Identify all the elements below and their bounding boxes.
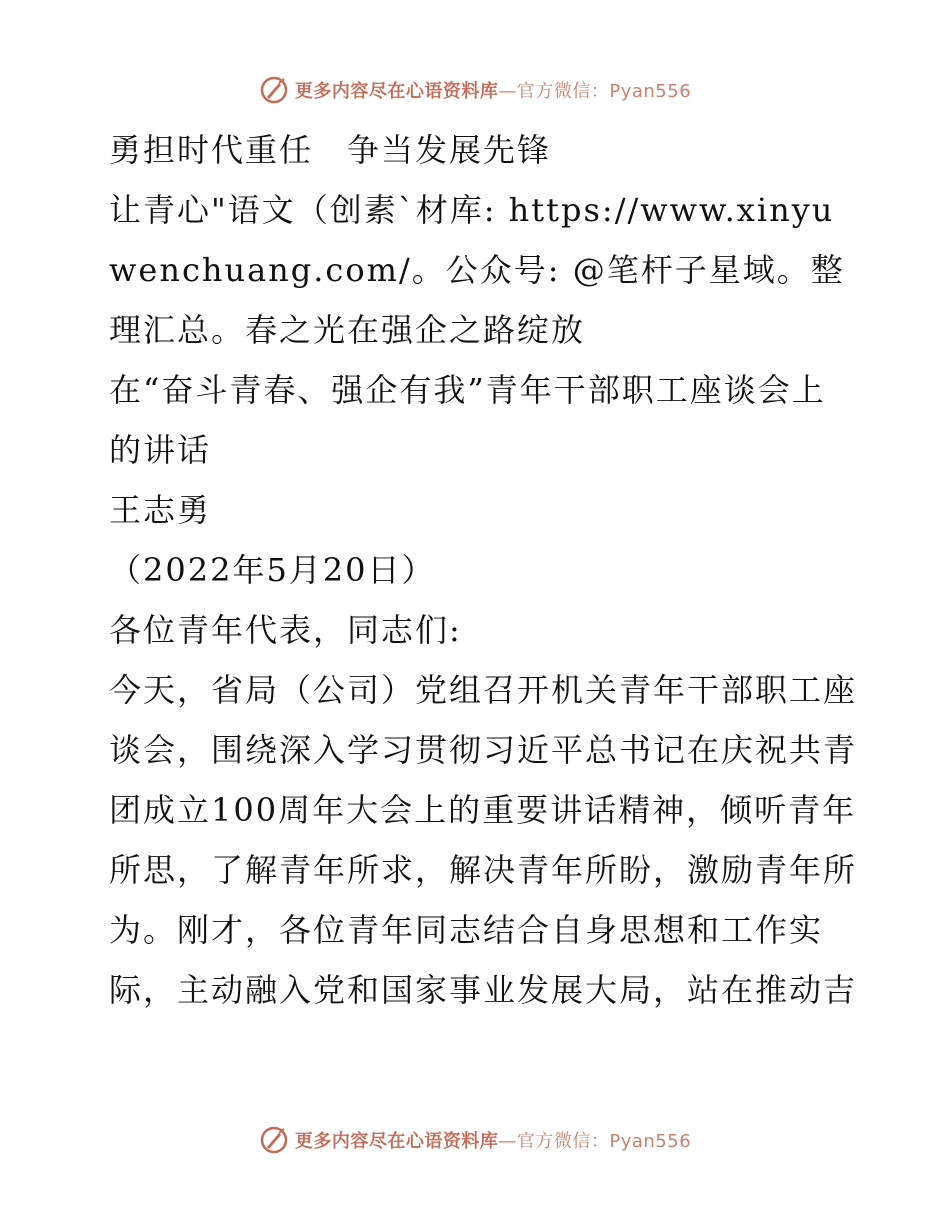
document-title: 勇担时代重任 争当发展先锋 bbox=[109, 131, 552, 169]
header-wechat-id: Pyan556 bbox=[609, 81, 692, 102]
header-separator: — bbox=[498, 81, 517, 102]
footer-separator: — bbox=[498, 1131, 517, 1152]
footer-wechat-id: Pyan556 bbox=[609, 1131, 692, 1152]
header-brand-text: 更多内容尽在心语资料库 bbox=[294, 81, 499, 102]
source-note: 让青心"语文（创素`材库: https://www.xinyuwenchuang.com/。公众号: @笔杆子星域。整理汇总。春之光在强企之路绽放 bbox=[109, 191, 845, 349]
header-banner bbox=[0, 70, 950, 110]
quill-circle-icon bbox=[259, 75, 289, 105]
salutation: 各位青年代表，同志们: bbox=[109, 611, 462, 649]
quill-circle-icon bbox=[259, 1125, 289, 1155]
footer-banner bbox=[0, 1120, 950, 1160]
header-wechat-label: 官方微信： bbox=[516, 81, 610, 102]
footer-brand bbox=[295, 1127, 691, 1153]
footer-wechat-label: 官方微信： bbox=[516, 1131, 610, 1152]
document-body bbox=[97, 120, 857, 1020]
footer-brand-text: 更多内容尽在心语资料库 bbox=[294, 1131, 499, 1152]
speech-heading: 在“奋斗青春、强企有我”青年干部职工座谈会上的讲话 bbox=[109, 371, 826, 469]
author-name: 王志勇 bbox=[109, 491, 212, 529]
body-paragraph: 今天，省局（公司）党组召开机关青年干部职工座谈会，围绕深入学习贯彻习近平总书记在庆祝共青团成立100周年大会上的重要讲话精神，倾听青年所思，了解青年所求，解决青年所盼，激励青年所为。刚才，各位青年同志结合自身思想和工作实际，主动融入党和国家事业发展大局，站在推动吉 bbox=[109, 671, 858, 1009]
header-brand bbox=[295, 77, 691, 103]
speech-date: （2022年5月20日） bbox=[109, 551, 436, 589]
